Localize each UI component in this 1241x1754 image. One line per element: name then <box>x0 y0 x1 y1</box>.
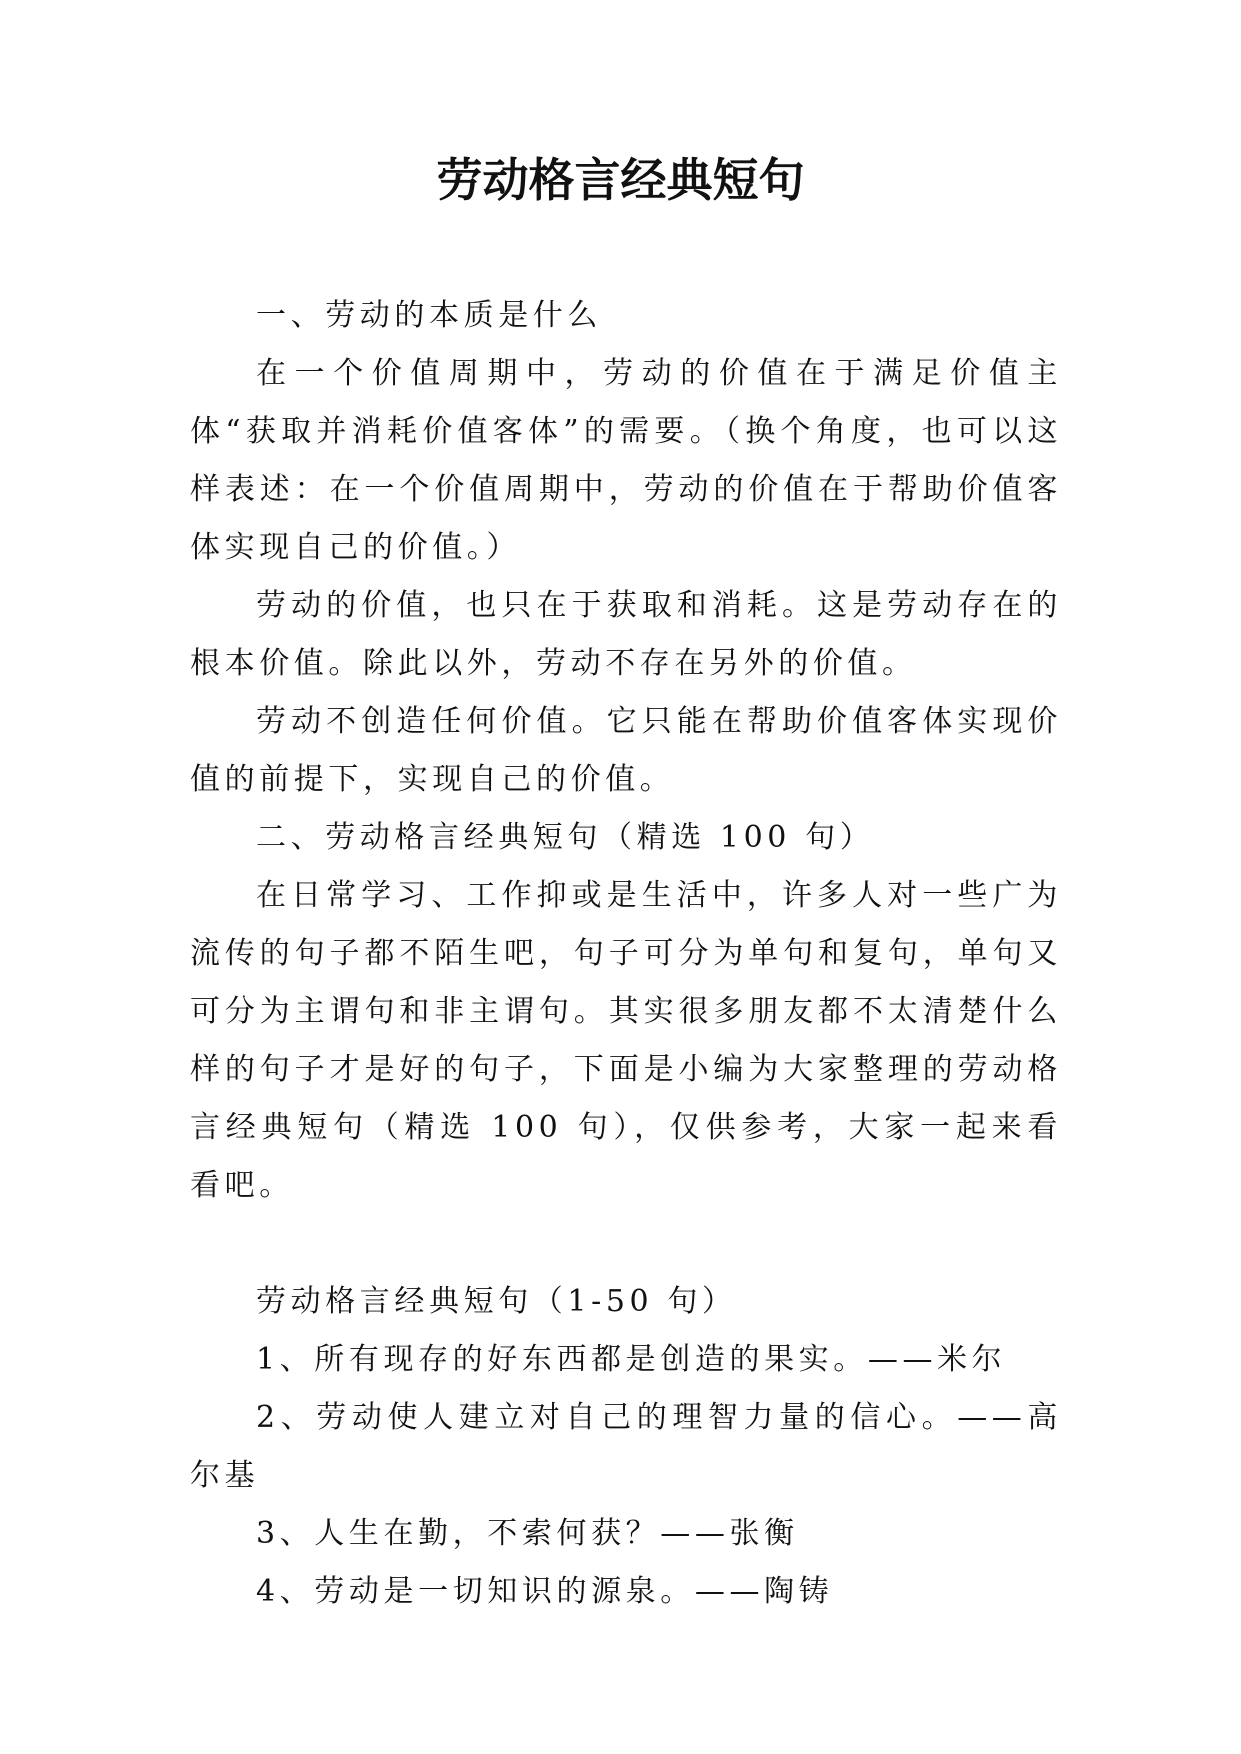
paragraph-value-cycle: 在一个价值周期中，劳动的价值在于满足价值主体“获取并消耗价值客体”的需要。（换个角度，也可以这样表述：在一个价值周期中，劳动的价值在于帮助价值客体实现自己的价值。） <box>190 356 1062 565</box>
quote-item: 3、人生在勤，不索何获？——张衡 <box>256 1516 799 1551</box>
paragraph-no-creation: 劳动不创造任何价值。它只能在帮助价值客体实现价值的前提下，实现自己的价值。 <box>190 704 1062 797</box>
paragraph-value-acquisition: 劳动的价值，也只在于获取和消耗。这是劳动存在的根本价值。除此以外，劳动不存在另外的价值。 <box>190 588 1062 681</box>
document-title: 劳动格言经典短句 <box>436 153 805 207</box>
blank-line <box>190 1215 1062 1273</box>
list-heading: 劳动格言经典短句（1-50 句） <box>256 1284 737 1319</box>
quote-item: 2、劳动使人建立对自己的理智力量的信心。——高尔基 <box>190 1400 1062 1493</box>
paragraph-introduction: 在日常学习、工作抑或是生活中，许多人对一些广为流传的句子都不陌生吧，句子可分为单句和复句，单句又可分为主谓句和非主谓句。其实很多朋友都不太清楚什么样的句子才是好的句子，下面是小编为大家整理的劳动格言经典短句（精选 100 句），仅供参考，大家一起来看看吧。 <box>190 878 1062 1203</box>
quote-item: 4、劳动是一切知识的源泉。——陶铸 <box>256 1574 834 1609</box>
document-body <box>190 287 1062 1621</box>
quote-item: 1、所有现存的好东西都是创造的果实。——米尔 <box>256 1342 1007 1377</box>
section-heading-essence: 一、劳动的本质是什么 <box>256 298 602 333</box>
section-heading-quotes: 二、劳动格言经典短句（精选 100 句） <box>256 820 875 855</box>
